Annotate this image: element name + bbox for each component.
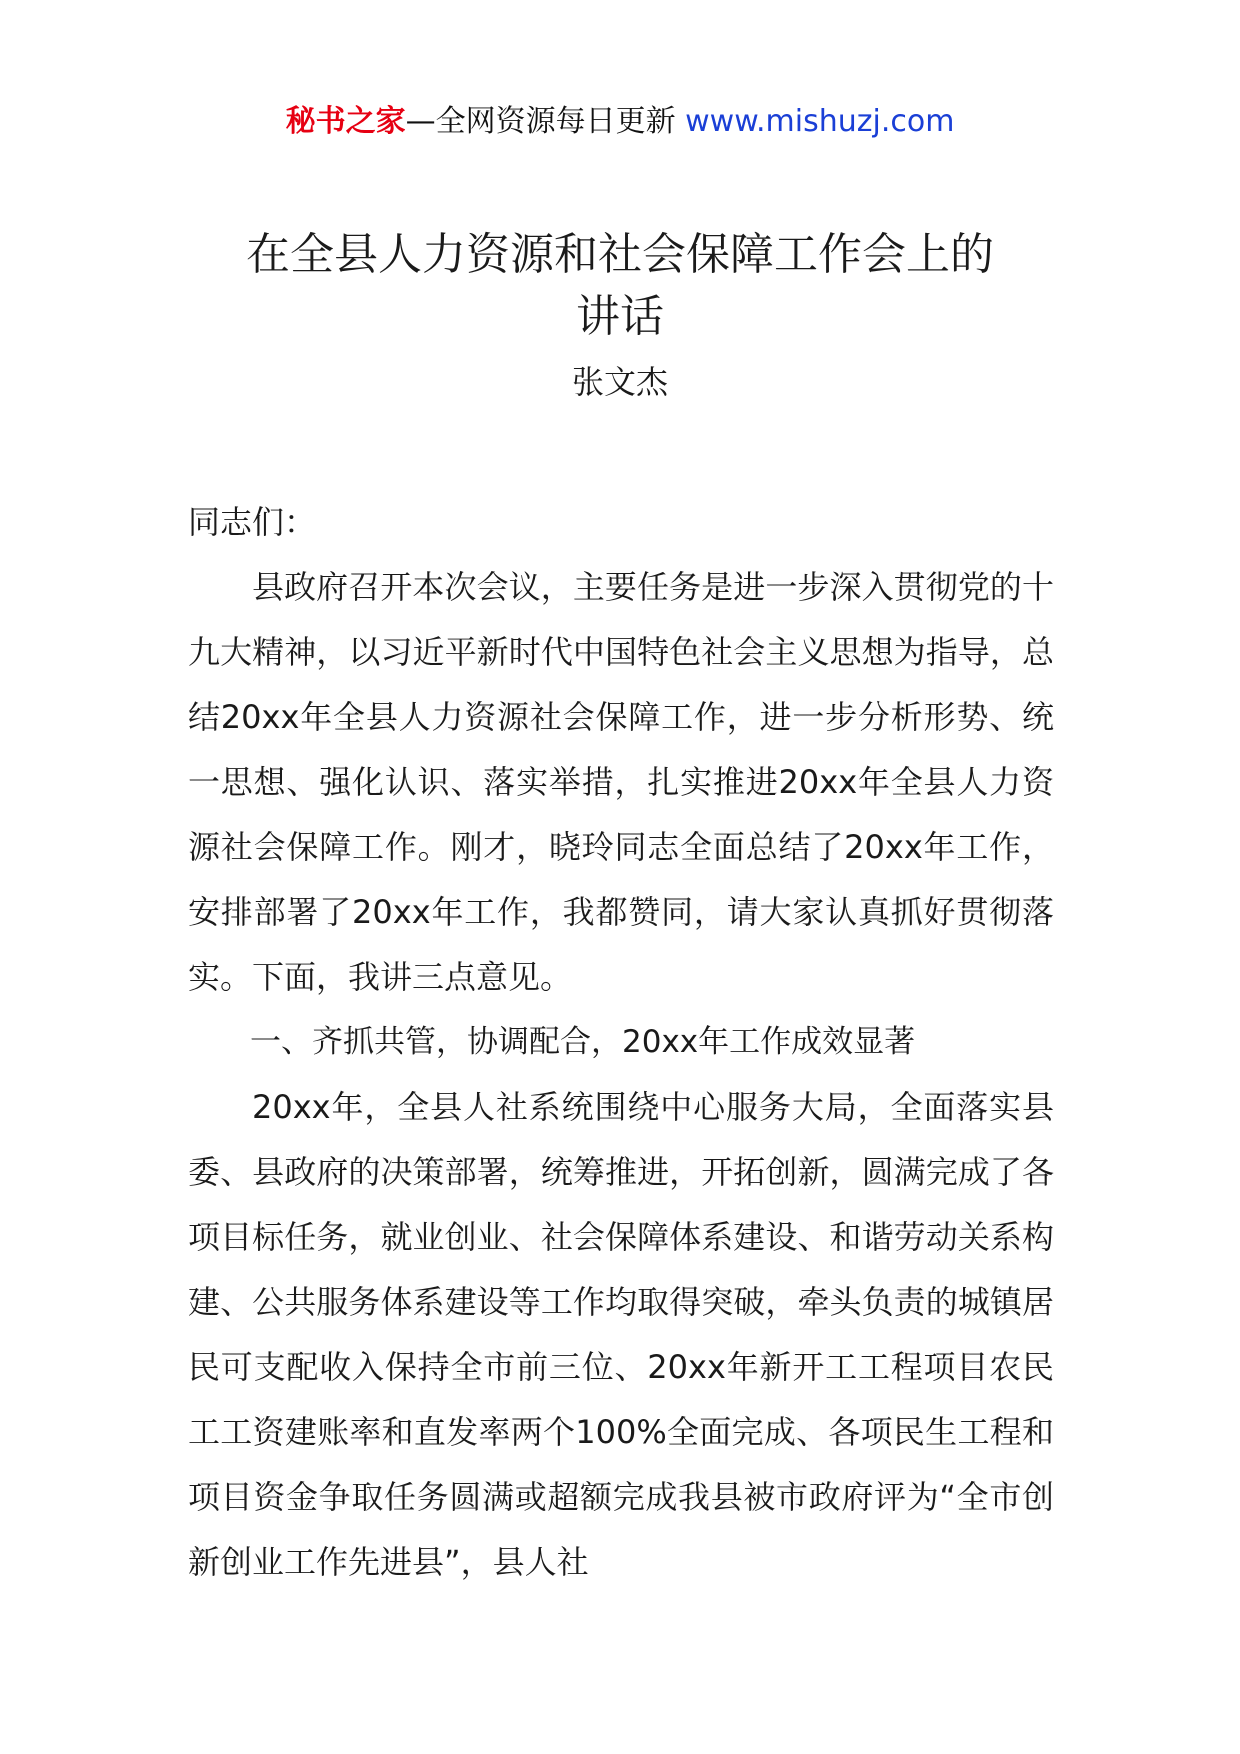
salutation: 同志们： (188, 503, 317, 541)
paragraph-intro: 县政府召开本次会议，主要任务是进一步深入贯彻党的十九大精神，以习近平新时代中国特色社会主义思想为指导，总结20xx年全县人力资源社会保障工作，进一步分析形势、统一思想、强化认识、落实举措，扎实推进20xx年全县人力资源社会保障工作。刚才，晓玲同志全面总结了20xx年工作，安排部署了20xx年工作，我都赞同，请大家认真抓好贯彻落实。下面，我讲三点意见。 (188, 568, 1054, 996)
title-line-1: 在全县人力资源和社会保障工作会上的 (246, 229, 994, 280)
section-heading-1: 一、齐抓共管，协调配合，20xx年工作成效显著 (250, 1024, 916, 1060)
document-author: 张文杰 (571, 363, 668, 401)
website-link[interactable]: www.mishuzj.com (685, 104, 955, 139)
title-line-2: 讲话 (576, 291, 664, 342)
brand-name: 秘书之家 (285, 104, 406, 139)
paragraph-achievements: 20xx年，全县人社系统围绕中心服务大局，全面落实县委、县政府的决策部署，统筹推进，开拓创新，圆满完成了各项目标任务，就业创业、社会保障体系建设、和谐劳动关系构建、公共服务体系建设等工作均取得突破，牵头负责的城镇居民可支配收入保持全市前三位、20xx年新开工工程项目农民工工资建账率和直发率两个100%全面完成、各项民生工程和项目资金争取任务圆满或超额完成我县被市政府评为“全市创新创业工作先进县”，县人社 (188, 1088, 1054, 1581)
header-slogan: —全网资源每日更新 (405, 104, 676, 139)
document-body (188, 490, 1054, 1595)
site-header (0, 102, 1240, 142)
document-title (190, 224, 1050, 348)
